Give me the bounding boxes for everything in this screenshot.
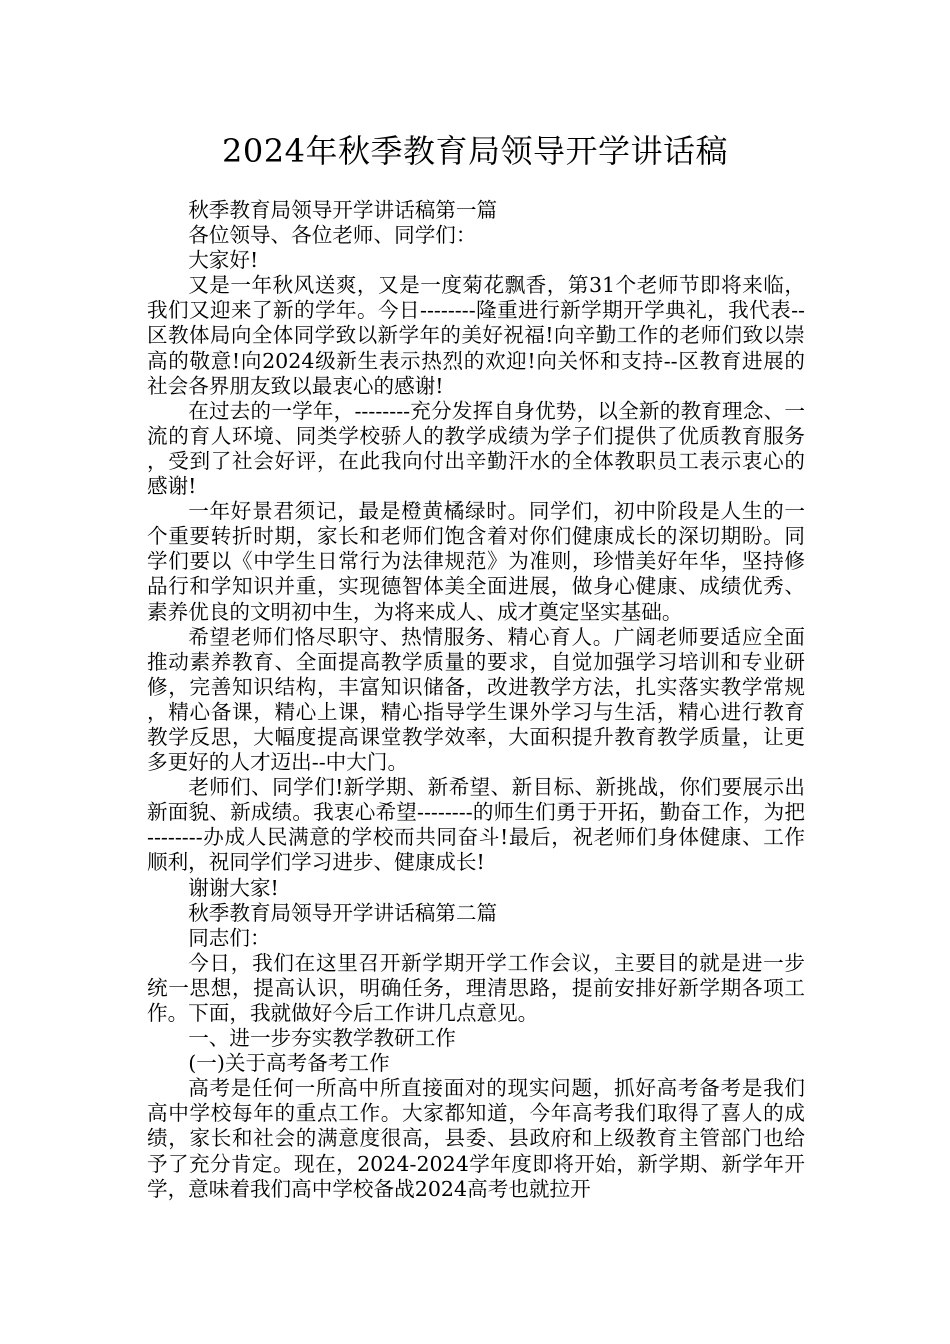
document-body xyxy=(147,198,805,1202)
paragraph-opening: 又是一年秋风送爽，又是一度菊花飘香，第31个老师节即将来临，我们又迎来了新的学年。今日--------隆重进行新学期开学典礼，我代表--区教体局向全体同学致以新学年的美好祝福!向辛勤工作的老师们致以崇高的敬意!向2024级新生表示热烈的欢迎!向关怀和支持--区教育进展的社会各界朋友致以最衷心的感谢! xyxy=(147,273,805,398)
paragraph-students: 一年好景君须记，最是橙黄橘绿时。同学们，初中阶段是人生的一个重要转折时期，家长和老师们饱含着对你们健康成长的深切期盼。同学们要以《中学生日常行为法律规范》为准则，珍惜美好年华，坚持修品行和学知识并重，实现德智体美全面进展，做身心健康、成绩优秀、素养优良的文明初中生，为将来成人、成才奠定坚实基础。 xyxy=(147,499,805,624)
salutation: 各位领导、各位老师、同学们： xyxy=(188,223,477,248)
paragraph-closing: 老师们、同学们!新学期、新希望、新目标、新挑战，你们要展示出新面貌、新成绩。我衷心希望--------的师生们勇于开拓，勤奋工作，为把--------办成人民满意的学校而共同奋斗!最后，祝老师们身体健康、工作顺利，祝同学们学习进步、健康成长! xyxy=(147,775,805,875)
subheading-teaching: 一、进一步夯实教学教研工作 xyxy=(188,1026,456,1051)
greeting: 大家好! xyxy=(188,248,259,273)
paragraph-exam: 高考是任何一所高中所直接面对的现实问题，抓好高考备考是我们高中学校每年的重点工作。大家都知道，今年高考我们取得了喜人的成绩，家长和社会的满意度很高，县委、县政府和上级教育主管部门也给予了充分肯定。现在，2024-2024学年度即将开始，新学期、新学年开学，意味着我们高中学校备战2024高考也就拉开 xyxy=(147,1076,805,1201)
section-heading-second: 秋季教育局领导开学讲话稿第二篇 xyxy=(188,900,498,925)
section-heading-first: 秋季教育局领导开学讲话稿第一篇 xyxy=(188,198,498,222)
salutation-comrades: 同志们： xyxy=(188,925,271,950)
paragraph-meeting-intro: 今日，我们在这里召开新学期开学工作会议，主要目的就是进一步统一思想，提高认识，明确任务，理清思路，提前安排好新学期各项工作。下面，我就做好今后工作讲几点意见。 xyxy=(147,950,805,1025)
paragraph-teachers: 希望老师们恪尽职守、热情服务、精心育人。广阔老师要适应全面推动素养教育、全面提高教学质量的要求，自觉加强学习培训和专业研修，完善知识结构，丰富知识储备，改进教学方法，扎实落实教学常规，精心备课，精心上课，精心指导学生课外学习与生活，精心进行教育教学反思，大幅度提高课堂教学效率，大面积提升教育教学质量，让更多更好的人才迈出--中大门。 xyxy=(147,624,805,775)
document-title: 2024年秋季教育局领导开学讲话稿 xyxy=(222,132,728,170)
thanks: 谢谢大家! xyxy=(188,875,279,900)
paragraph-past-year: 在过去的一学年，--------充分发挥自身优势，以全新的教育理念、一流的育人环境、同类学校骄人的教学成绩为学子们提供了优质教育服务，受到了社会好评，在此我向付出辛勤汗水的全体教职员工表示衷心的感谢! xyxy=(147,398,805,499)
subheading-exam: (一)关于高考备考工作 xyxy=(188,1051,390,1076)
